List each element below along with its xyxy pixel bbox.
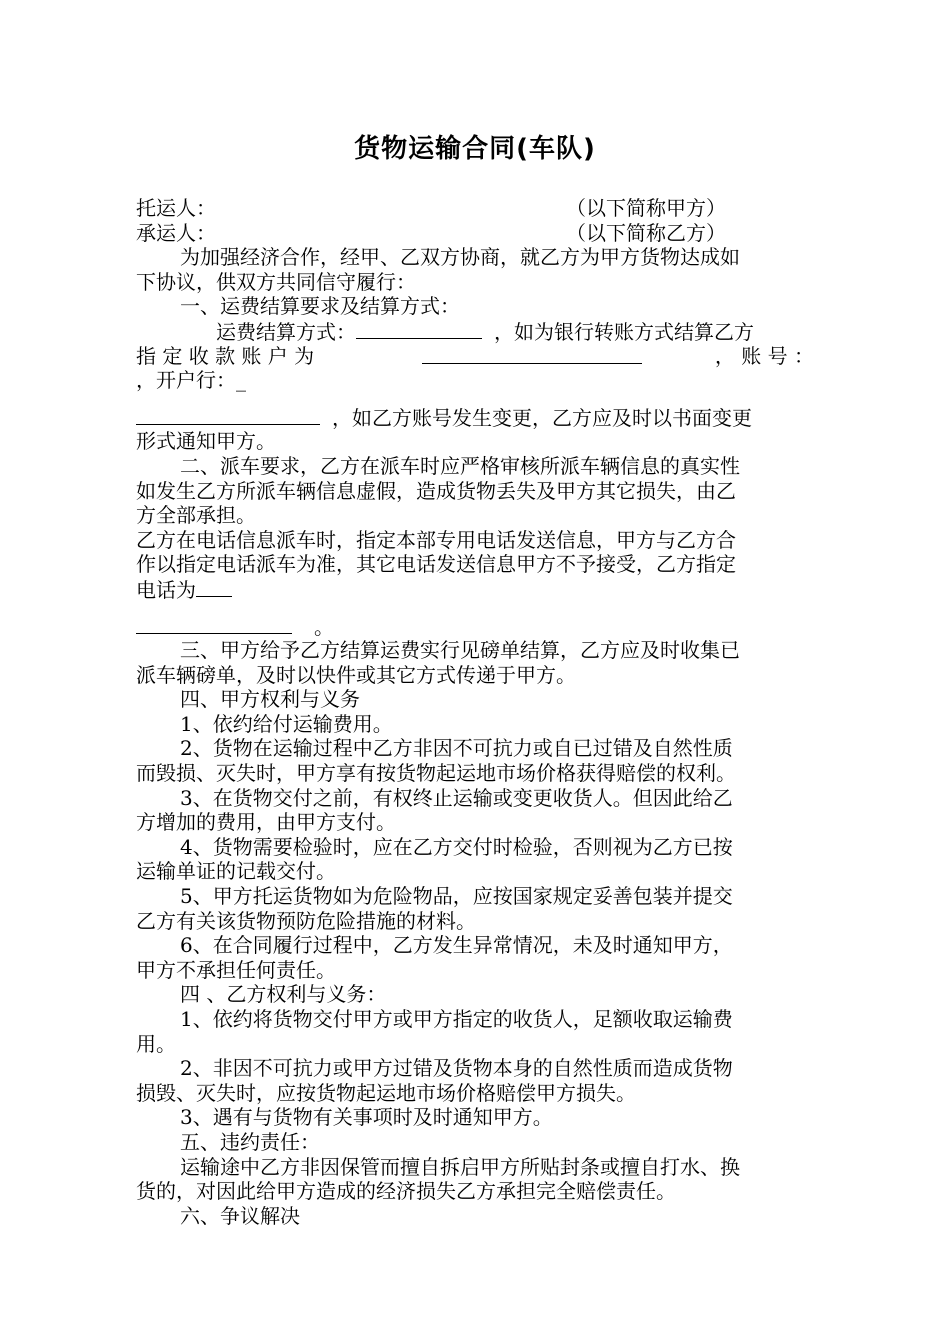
payment-method-label: 运费结算方式： xyxy=(216,319,356,344)
document-title: 货物运输合同(车队) xyxy=(354,134,596,164)
section-3-line-2: 派车辆磅单，及时以快件或其它方式传递于甲方。 xyxy=(136,662,576,687)
phone-blank-short xyxy=(196,577,232,597)
section-2-line-1: 二、派车要求，乙方在派车时应严格审核所派车辆信息的真实性 xyxy=(180,453,740,478)
payment-method-line xyxy=(136,319,814,344)
shipper-label: 托运人： xyxy=(136,196,216,220)
section-4-item-4a: 4、货物需要检验时，应在乙方交付时检验，否则视为乙方已按 xyxy=(180,834,733,859)
account-number-label: ， 账 号 ： xyxy=(714,343,814,368)
phone-label: 电话为 xyxy=(136,577,196,602)
account-change-text: ，如乙方账号发生变更，乙方应及时以书面变更 xyxy=(332,405,752,430)
section-4-heading: 四、甲方权利与义务 xyxy=(180,687,360,712)
section-7-heading: 六、争议解决 xyxy=(180,1203,300,1228)
document-body xyxy=(136,196,814,1228)
account-line xyxy=(136,344,814,369)
account-change-blank xyxy=(136,405,320,425)
payment-method-blank xyxy=(356,319,482,339)
section-4-item-1: 1、依约给付运输费用。 xyxy=(180,711,393,736)
section-4-item-2b: 而毁损、灭失时，甲方享有按货物起运地市场价格获得赔偿的权利。 xyxy=(136,761,736,786)
spacer xyxy=(136,602,814,614)
section-4-item-6a: 6、在合同履行过程中，乙方发生异常情况，未及时通知甲方， xyxy=(180,933,733,958)
section-4-item-5a: 5、甲方托运货物如为危险物品，应按国家规定妥善包装并提交 xyxy=(180,884,733,909)
phone-blank-line xyxy=(136,614,814,639)
section-1-heading: 一、运费结算要求及结算方式： xyxy=(180,294,460,319)
section-3-line-1: 三、甲方给予乙方结算运费实行见磅单结算，乙方应及时收集已 xyxy=(180,638,740,663)
carrier-label: 承运人： xyxy=(136,220,216,245)
section-5-item-2a: 2、非因不可抗力或甲方过错及货物本身的自然性质而造成货物 xyxy=(180,1056,733,1081)
section-5-heading: 四 、乙方权利与义务： xyxy=(180,982,387,1007)
section-2-line-2: 如发生乙方所派车辆信息虚假，造成货物丢失及甲方其它损失，由乙 xyxy=(136,478,736,503)
carrier-note: （以下简称乙方） xyxy=(566,220,726,245)
spacer xyxy=(136,393,814,405)
section-4-item-4b: 运输单证的记载交付。 xyxy=(136,859,336,884)
phone-line xyxy=(136,577,814,602)
section-4-item-5b: 乙方有关该货物预防危险措施的材料。 xyxy=(136,908,476,933)
shipper-note: （以下简称甲方） xyxy=(566,196,726,220)
shipper-line xyxy=(136,196,814,221)
bank-line: ，开户行：_ xyxy=(136,368,246,393)
account-change-line-2: 形式通知甲方。 xyxy=(136,429,276,454)
section-4-item-3a: 3、在货物交付之前，有权终止运输或变更收货人。但因此给乙 xyxy=(180,785,733,810)
section-2-line-3: 方全部承担。 xyxy=(136,503,256,528)
section-5-item-1a: 1、依约将货物交付甲方或甲方指定的收货人，足额收取运输费 xyxy=(180,1007,733,1031)
section-5-item-3: 3、遇有与货物有关事项时及时通知甲方。 xyxy=(180,1105,553,1130)
section-2-p2-line-1: 乙方在电话信息派车时，指定本部专用电话发送信息，甲方与乙方合 xyxy=(136,527,736,552)
section-4-item-6b: 甲方不承担任何责任。 xyxy=(136,957,336,982)
intro-line-2: 下协议，供双方共同信守履行： xyxy=(136,269,416,294)
carrier-line xyxy=(136,221,814,246)
section-6-line-2: 货的，对因此给甲方造成的经济损失乙方承担完全赔偿责任。 xyxy=(136,1179,676,1204)
section-6-heading: 五、违约责任： xyxy=(180,1129,320,1154)
phone-blank xyxy=(136,614,292,634)
payment-method-text: ，如为银行转账方式结算乙方 xyxy=(494,319,754,344)
account-blank xyxy=(422,344,642,364)
account-change-line xyxy=(136,405,814,430)
section-2-p2-line-2: 作以指定电话派车为准，其它电话发送信息甲方不予接受，乙方指定 xyxy=(136,552,736,577)
section-5-item-1b: 用。 xyxy=(136,1031,176,1056)
intro-line-1: 为加强经济合作，经甲、乙双方协商，就乙方为甲方货物达成如 xyxy=(180,245,740,270)
section-4-item-2a: 2、货物在运输过程中乙方非因不可抗力或自已过错及自然性质 xyxy=(180,736,733,761)
account-label: 指 定 收 款 账 户 为 xyxy=(136,343,315,368)
section-5-item-2b: 损毁、灭失时，应按货物起运地市场价格赔偿甲方损失。 xyxy=(136,1080,636,1105)
section-6-line-1: 运输途中乙方非因保管而擅自拆启甲方所贴封条或擅自打水、换 xyxy=(180,1154,740,1179)
section-4-item-3b: 方增加的费用，由甲方支付。 xyxy=(136,810,396,835)
phone-end: 。 xyxy=(314,614,334,639)
